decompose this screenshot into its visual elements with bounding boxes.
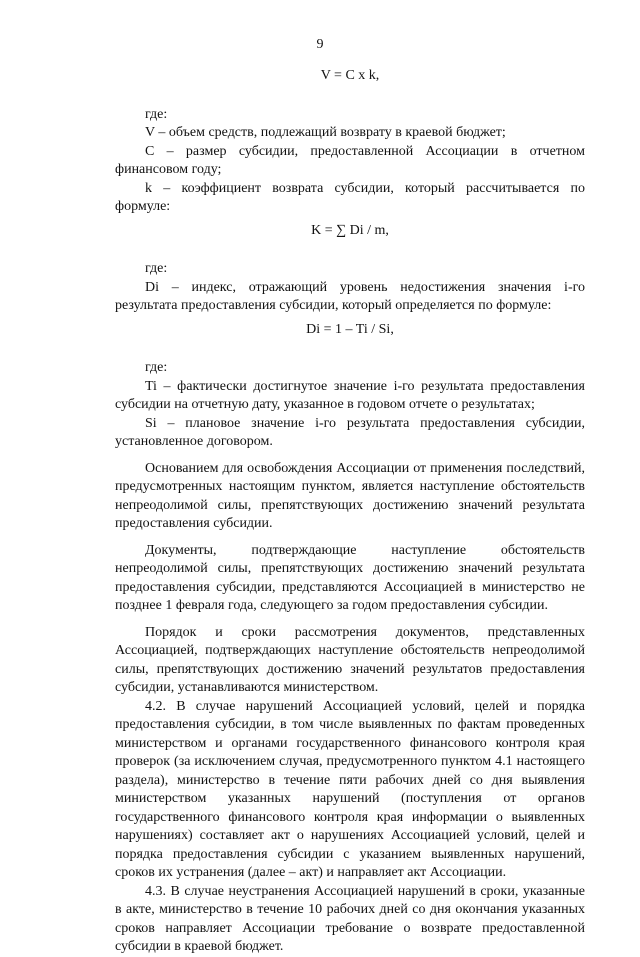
definition-k: k – коэффициент возврата субсидии, который рассчитывается по формуле: [115, 180, 585, 214]
paragraph-4-3: 4.3. В случае неустранения Ассоциацией нарушений в сроки, указанные в акте, министерство в течение 10 рабочих дней со дня окончания указанных сроков направляет Ассоциации требование о возврате предоставленной субсидии в краевой бюджет. [115, 883, 585, 954]
definition-c: C – размер субсидии, предоставленной Ассоциации в отчетном финансовом году; [115, 143, 585, 177]
paragraph-review-procedure: Порядок и сроки рассмотрения документов, представленных Ассоциацией, подтверждающих наступление обстоятельств непреодолимой силы, препятствующих достижению значений результатов предоставления субсидии, устанавливаются министерством. [115, 624, 585, 695]
where-label: где: [145, 106, 168, 122]
paragraph-4-2: 4.2. В случае нарушений Ассоциацией условий, целей и порядка предоставления субсидии, в том числе выявленных по фактам проведенных министерством и органами государственного финансового контроля края проверок (за исключением случая, предусмотренного пунктом 4.1 настоящего раздела), министерство в течение пяти рабочих дней со дня выявления министерством указанных нарушений (поступления от органов государственного финансового контроля края информации о выявленных нарушениях) составляет акт о нарушениях Ассоциацией условий, целей и порядка предоставления субсидии с указанием выявленных нарушений, сроков их устранения (далее – акт) и направляет акт Ассоциации. [115, 698, 585, 880]
where-label: где: [145, 261, 168, 276]
paragraph-force-majeure-documents: Документы, подтверждающие наступление обстоятельств непреодолимой силы, препятствующих достижению значений результата предоставления субсидии, представляются Ассоциацией в министерство не позднее 1 февраля года, следующего за годом предоставления субсидии. [115, 542, 585, 613]
definition-v: V – объем средств, подлежащий возврату в краевой бюджет; [145, 125, 506, 140]
page-number: 9 [316, 37, 324, 52]
formula-di: Di = 1 – Ti / Si, [306, 321, 394, 337]
definition-di: Di – индекс, отражающий уровень недостижения значения i-го результата предоставления субсидии, который определяется по формуле: [115, 279, 585, 313]
page-content [115, 62, 585, 957]
paragraph-force-majeure-basis: Основанием для освобождения Ассоциации от применения последствий, предусмотренных настоящим пунктом, является наступление обстоятельств непреодолимой силы, препятствующих достижению значений результата предоставления субсидии. [115, 460, 585, 531]
formula-k: K = ∑ Di / m, [311, 222, 389, 238]
definition-ti: Ti – фактически достигнутое значение i-го результата предоставления субсидии на отчетную дату, указанное в годовом отчете о результатах; [115, 378, 585, 412]
where-label: где: [145, 360, 168, 375]
formula-v: V = C x k, [320, 68, 380, 83]
definition-si: Si – плановое значение i-го результата предоставления субсидии, установленное договором. [115, 415, 585, 449]
